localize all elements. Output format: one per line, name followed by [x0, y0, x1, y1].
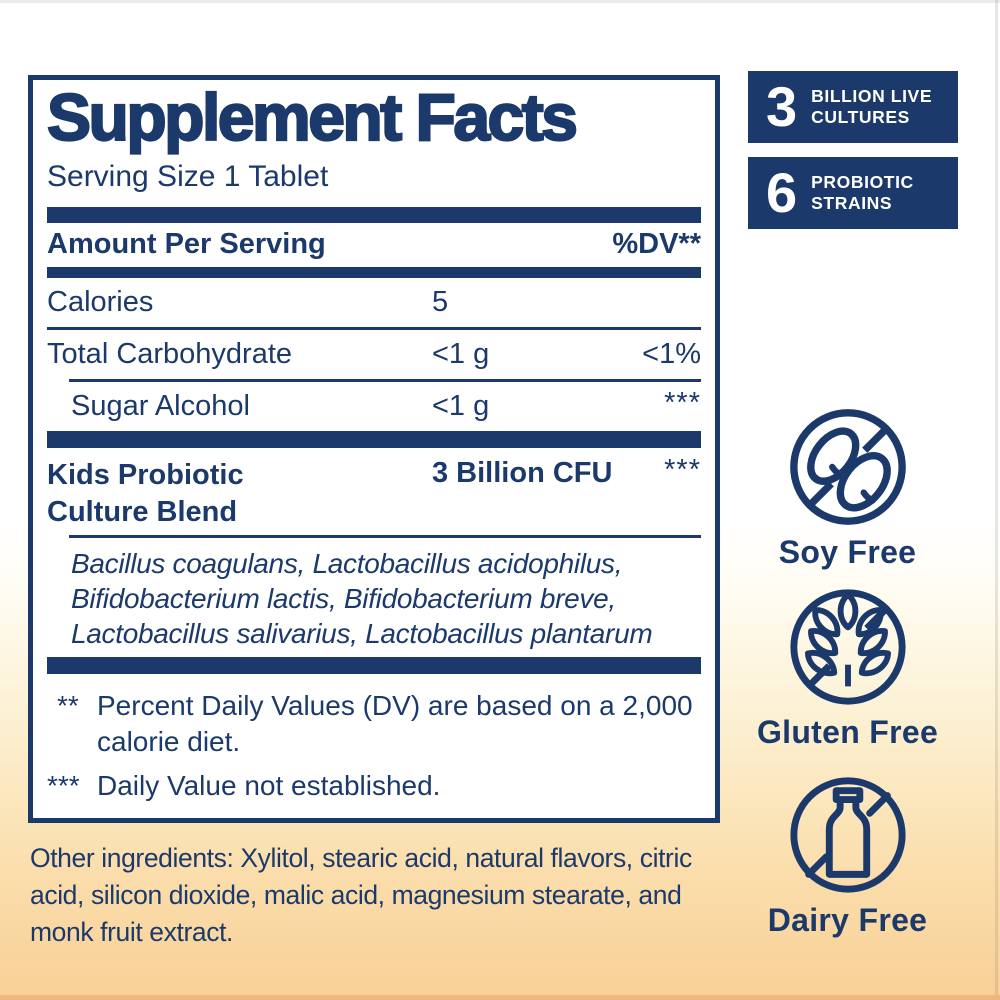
gluten-free-icon — [785, 584, 911, 710]
claim-soy-free — [745, 404, 950, 571]
species-line: Lactobacillus salivarius, Lactobacillus plantarum — [71, 618, 653, 649]
dv-column-label: %DV** — [612, 228, 701, 260]
badge-label — [811, 86, 932, 128]
badge-label-line2: STRAINS — [811, 193, 893, 213]
footnote-daily-values — [47, 688, 701, 760]
badge-number: 3 — [766, 75, 798, 138]
nutrient-row-carbohydrate — [47, 330, 701, 379]
badge-label — [811, 172, 914, 214]
claim-dairy-free — [745, 772, 950, 939]
probiotic-blend-row — [47, 448, 701, 535]
species-line: Bacillus coagulans, Lactobacillus acidophilus, — [71, 548, 623, 579]
supplement-facts-panel — [28, 75, 720, 823]
nutrient-name: Sugar Alcohol — [71, 390, 250, 422]
badge-number: 6 — [766, 161, 798, 224]
bottom-edge-line — [0, 995, 1000, 1000]
claim-label: Gluten Free — [756, 714, 939, 750]
badge-label-line2: CULTURES — [811, 107, 910, 127]
blend-name — [47, 457, 432, 531]
divider-bar — [47, 657, 701, 674]
claim-label: Dairy Free — [767, 902, 928, 938]
species-line: Bifidobacterium lactis, Bifidobacterium breve, — [71, 583, 616, 614]
nutrient-dv: *** — [664, 387, 701, 419]
divider-bar — [47, 267, 701, 278]
blend-amount: 3 Billion CFU — [432, 457, 613, 489]
nutrient-row-sugar-alcohol — [47, 382, 701, 431]
badge-billion-live-cultures — [748, 71, 958, 143]
badge-label-line1: BILLION LIVE — [811, 86, 933, 106]
nutrient-row-calories — [47, 278, 701, 327]
dairy-free-icon — [785, 772, 911, 898]
nutrient-dv: <1% — [642, 338, 701, 370]
footnote-text: Daily Value not established. — [97, 770, 441, 801]
nutrient-name: Calories — [47, 286, 154, 318]
badge-label-line1: PROBIOTIC — [811, 172, 914, 192]
nutrient-name: Total Carbohydrate — [47, 338, 293, 370]
other-ingredients-text: Other ingredients: Xylitol, stearic acid, natural flavors, citric acid, silicon dioxide, malic acid, magnesium stearate, and monk fruit extract. — [30, 843, 692, 947]
amount-per-serving-header — [47, 223, 701, 267]
probiotic-species-list — [47, 538, 701, 657]
blend-dv: *** — [664, 454, 701, 486]
panel-title: Supplement Facts — [47, 80, 576, 154]
nutrient-amount: <1 g — [432, 390, 490, 422]
nutrient-amount: 5 — [432, 286, 449, 318]
footnote-text: Percent Daily Values (DV) are based on a 2,000 calorie diet. — [97, 690, 693, 757]
divider-bar — [47, 207, 701, 223]
claim-gluten-free — [745, 584, 950, 751]
footnote-marker: ** — [57, 690, 79, 721]
claim-label: Soy Free — [778, 534, 917, 570]
nutrient-amount: <1 g — [432, 338, 490, 370]
footnote-marker: *** — [47, 770, 80, 801]
badge-probiotic-strains — [748, 157, 958, 229]
blend-name-line2: Culture Blend — [47, 496, 238, 528]
divider-bar — [47, 431, 701, 448]
serving-size: Serving Size 1 Tablet — [47, 160, 329, 193]
soy-free-icon — [785, 404, 911, 530]
right-edge-line — [995, 0, 998, 1000]
amount-per-serving-label: Amount Per Serving — [47, 228, 326, 260]
blend-name-line1: Kids Probiotic — [47, 459, 244, 491]
footnote-not-established — [47, 768, 701, 804]
top-edge-line — [0, 0, 1000, 3]
